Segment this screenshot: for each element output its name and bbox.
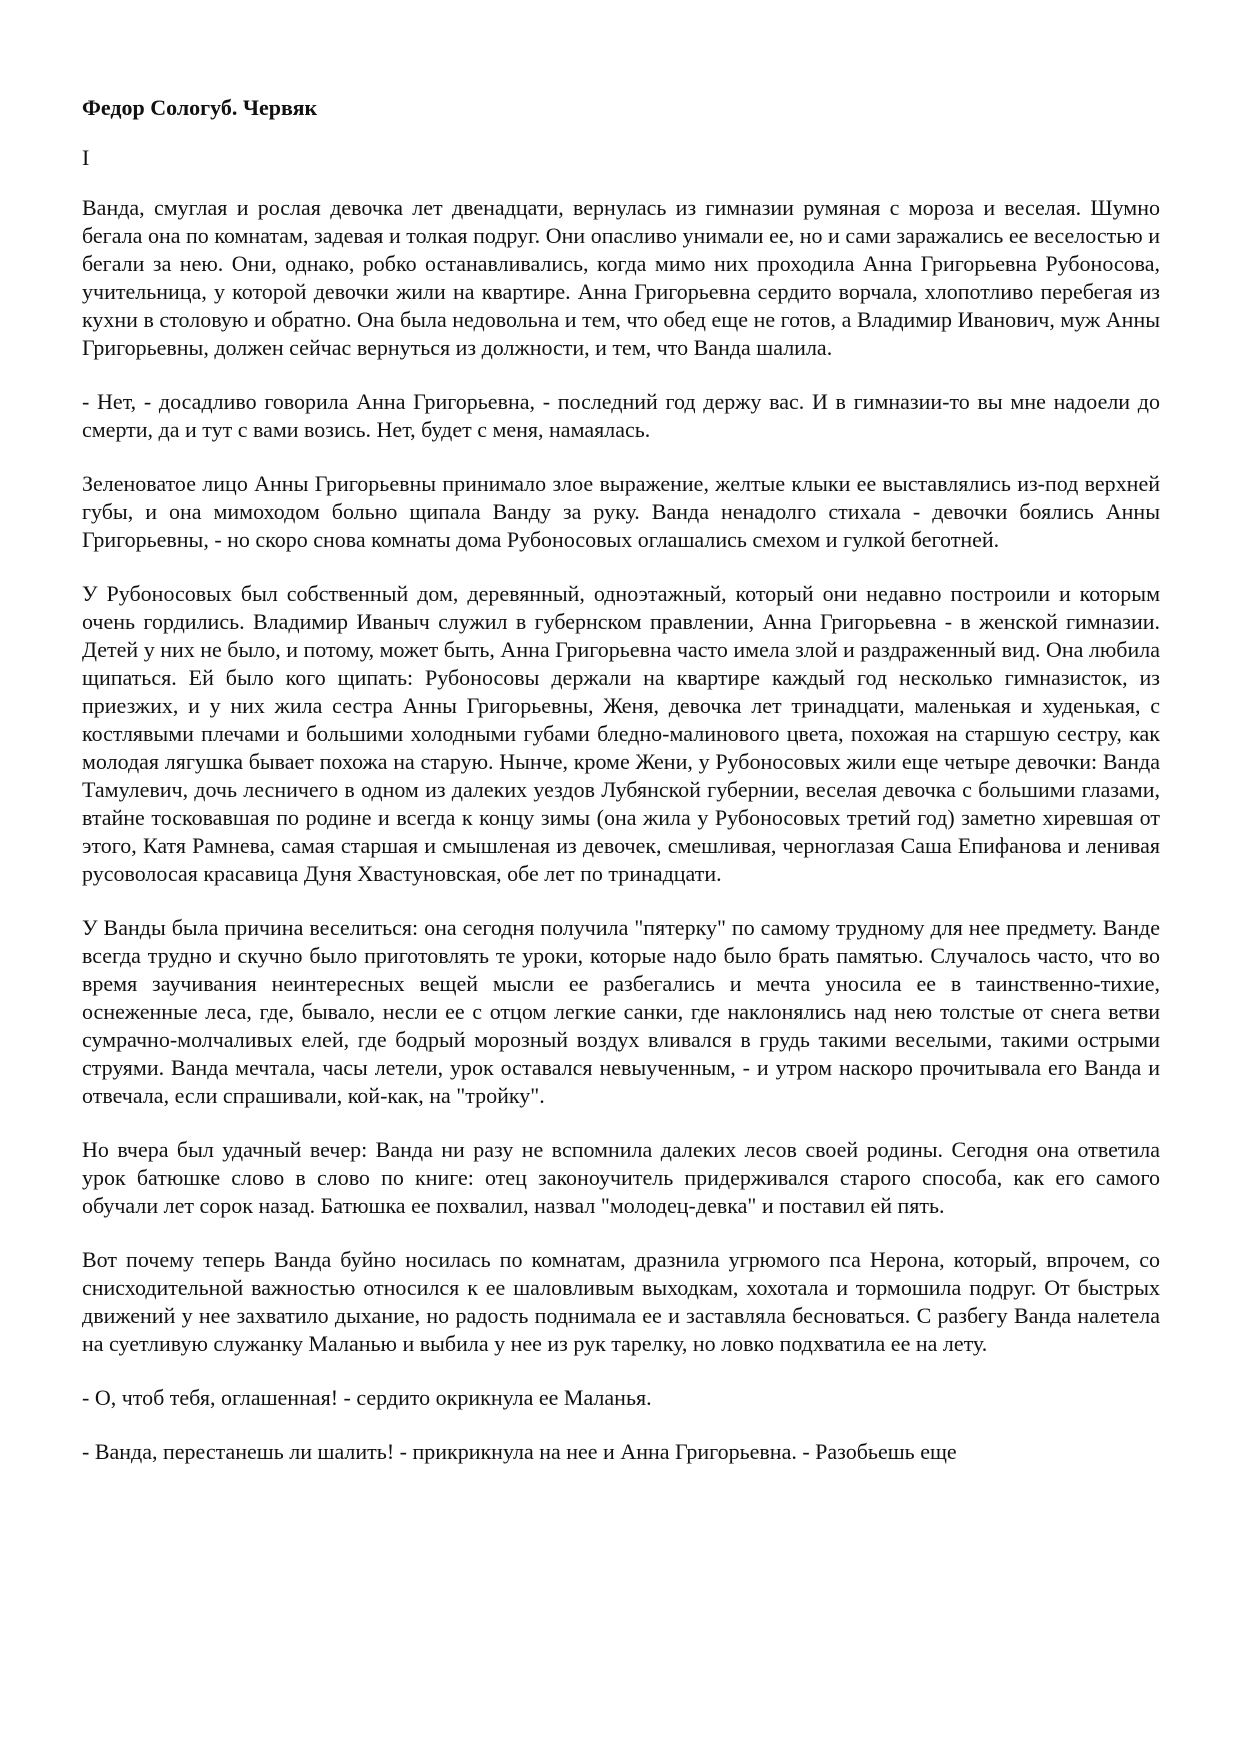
paragraph: - Нет, - досадливо говорила Анна Григорьевна, - последний год держу вас. И в гимназии-то вы мне надоели до смерти, да и тут с вами возись. Нет, будет с меня, намаялась. <box>82 389 1160 442</box>
paragraph: - Ванда, перестанешь ли шалить! - прикрикнула на нее и Анна Григорьевна. - Разобьешь еще <box>82 1439 957 1464</box>
page-title: Федор Сологуб. Червяк <box>82 95 318 120</box>
body-text <box>82 194 1160 1492</box>
chapter-number: I <box>82 145 90 170</box>
paragraph: У Рубоносовых был собственный дом, деревянный, одноэтажный, который они недавно построили и которым очень гордились. Владимир Иваныч служил в губернском правлении, Анна Григорьевна - в женской гимназии. Детей у них не было, и потому, может быть, Анна Григорьевна часто имела злой и раздраженный вид. Она любила щипаться. Ей было кого щипать: Рубоносовы держали на квартире каждый год несколько гимназисток, из приезжих, и у них жила сестра Анны Григорьевны, Женя, девочка лет тринадцати, маленькая и худенькая, с костлявыми плечами и большими холодными губами бледно-малинового цвета, похожая на старшую сестру, как молодая лягушка бывает похожа на старую. Нынче, кроме Жени, у Рубоносовых жили еще четыре девочки: Ванда Тамулевич, дочь лесничего в одном из далеких уездов Лубянской губернии, веселая девочка с большими глазами, втайне тосковавшая по родине и всегда к концу зимы (она жила у Рубоносовых третий год) заметно хиревшая от этого, Катя Рамнева, самая старшая и смышленая из девочек, смешливая, черноглазая Саша Епифанова и ленивая русоволосая красавица Дуня Хвастуновская, обе лет по тринадцати. <box>82 581 1160 886</box>
paragraph: - О, чтоб тебя, оглашенная! - сердито окрикнула ее Маланья. <box>82 1385 652 1410</box>
paragraph: У Ванды была причина веселиться: она сегодня получила "пятерку" по самому трудному для нее предмету. Ванде всегда трудно и скучно было приготовлять те уроки, которые надо было брать памятью. Случалось часто, что во время заучивания неинтересных вещей мысли ее разбегались и мечта уносила ее в таинственно-тихие, оснеженные леса, где, бывало, несли ее с отцом легкие санки, где наклонялись над нею толстые от снега ветви сумрачно-молчаливых елей, где бодрый морозный воздух вливался в грудь такими веселыми, такими острыми струями. Ванда мечтала, часы летели, урок оставался невыученным, - и утром наскоро прочитывала его Ванда и отвечала, если спрашивали, кой-как, на "тройку". <box>82 915 1160 1108</box>
paragraph: Зеленоватое лицо Анны Григорьевны принимало злое выражение, желтые клыки ее выставлялись из-под верхней губы, и она мимоходом больно щипала Ванду за руку. Ванда ненадолго стихала - девочки боялись Анны Григорьевны, - но скоро снова комнаты дома Рубоносовых оглашались смехом и гулкой беготней. <box>82 471 1160 552</box>
paragraph: Но вчера был удачный вечер: Ванда ни разу не вспомнила далеких лесов своей родины. Сегодня она ответила урок батюшке слово в слово по книге: отец законоучитель придерживался старого способа, как его самого обучали лет сорок назад. Батюшка ее похвалил, назвал "молодец-девка" и поставил ей пять. <box>82 1137 1160 1218</box>
paragraph: Вот почему теперь Ванда буйно носилась по комнатам, дразнила угрюмого пса Нерона, который, впрочем, со снисходительной важностью относился к ее шаловливым выходкам, хохотала и тормошила подруг. От быстрых движений у нее захватило дыхание, но радость поднимала ее и заставляла бесноваться. С разбегу Ванда налетела на суетливую служанку Маланью и выбила у нее из рук тарелку, но ловко подхватила ее на лету. <box>82 1247 1160 1356</box>
paragraph: Ванда, смуглая и рослая девочка лет двенадцати, вернулась из гимназии румяная с мороза и веселая. Шумно бегала она по комнатам, задевая и толкая подруг. Они опасливо унимали ее, но и сами заражались ее веселостью и бегали за нею. Они, однако, робко останавливались, когда мимо них проходила Анна Григорьевна Рубоносова, учительница, у которой девочки жили на квартире. Анна Григорьевна сердито ворчала, хлопотливо перебегая из кухни в столовую и обратно. Она была недовольна и тем, что обед еще не готов, а Владимир Иванович, муж Анны Григорьевны, должен сейчас вернуться из должности, и тем, что Ванда шалила. <box>82 195 1160 360</box>
